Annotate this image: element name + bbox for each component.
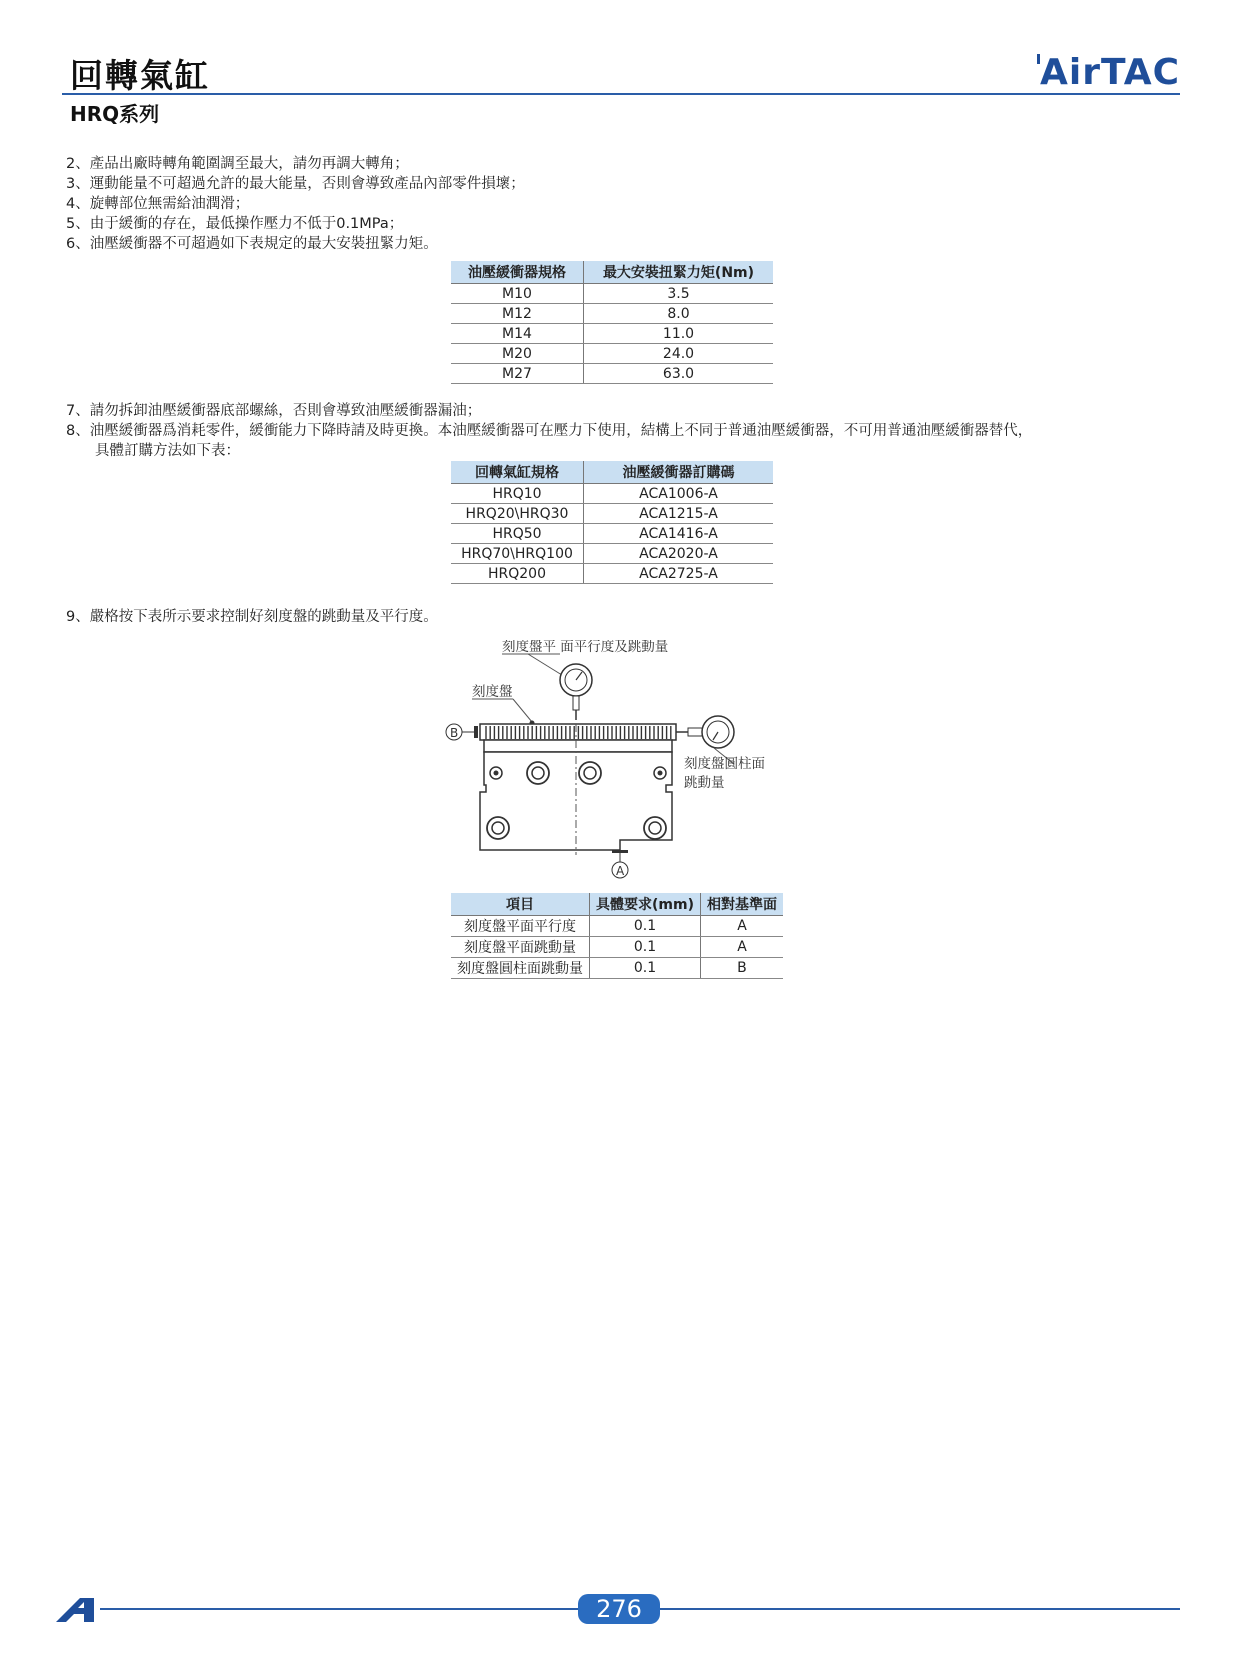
measurement-diagram — [440, 640, 790, 880]
table-row — [451, 524, 773, 544]
column-header: 相對基準面 — [700, 893, 783, 916]
table-header-row — [451, 261, 773, 284]
table-cell: ACA2020-A — [584, 544, 774, 564]
table-cell: HRQ20\HRQ30 — [451, 504, 584, 524]
note-item: 9、嚴格按下表所示要求控制好刻度盤的跳動量及平行度。 — [66, 609, 438, 625]
table-header-row — [451, 893, 783, 916]
label-cylinder-runout-1: 刻度盤圓柱面 — [684, 756, 765, 772]
column-header: 具體要求(mm) — [590, 893, 701, 916]
table-cell: 刻度盤平面平行度 — [451, 916, 590, 937]
column-header: 油壓緩衝器訂購碼 — [584, 461, 774, 484]
table-cell: M10 — [451, 284, 584, 304]
order-code-table — [451, 461, 773, 584]
table-cell: 0.1 — [590, 937, 701, 958]
note-item: 8、油壓緩衝器爲消耗零件，緩衝能力下降時請及時更換。本油壓緩衝器可在壓力下使用，結構上不同于普通油壓緩衝器，不可用普通油壓緩衝器替代， — [66, 423, 1033, 439]
label-cylinder-runout-2: 跳動量 — [684, 775, 725, 791]
table-row — [451, 544, 773, 564]
column-header: 最大安裝扭緊力矩(Nm) — [584, 261, 774, 284]
table-row — [451, 564, 773, 584]
notes-section-a — [66, 154, 525, 254]
table-row — [451, 504, 773, 524]
series-subtitle: HRQ系列 — [70, 102, 160, 126]
cylinder-body — [480, 724, 672, 855]
page-title: 回轉氣缸 — [70, 56, 210, 95]
note-item: 4、旋轉部位無需給油潤滑； — [66, 196, 250, 212]
dial-indicator-side-icon — [676, 716, 734, 748]
table-cell: HRQ50 — [451, 524, 584, 544]
table-cell: ACA1215-A — [584, 504, 774, 524]
notes-section-c — [66, 607, 438, 627]
column-header: 項目 — [451, 893, 590, 916]
table-row — [451, 958, 783, 979]
tolerance-table — [451, 893, 783, 979]
table-cell: M12 — [451, 304, 584, 324]
table-row — [451, 916, 783, 937]
table-row — [451, 324, 773, 344]
table-cell: M27 — [451, 364, 584, 384]
note-item: 6、油壓緩衝器不可超過如下表規定的最大安裝扭緊力矩。 — [66, 236, 438, 252]
note-item: 具體訂購方法如下表： — [66, 443, 240, 459]
table-cell: HRQ10 — [451, 484, 584, 504]
table-cell: M14 — [451, 324, 584, 344]
table-cell: M20 — [451, 344, 584, 364]
table-cell: ACA1006-A — [584, 484, 774, 504]
table-cell: 3.5 — [584, 284, 774, 304]
label-dial: 刻度盤 — [472, 684, 513, 700]
table-cell: ACA2725-A — [584, 564, 774, 584]
table-row — [451, 284, 773, 304]
table-row — [451, 937, 783, 958]
table-cell: 11.0 — [584, 324, 774, 344]
table-row — [451, 344, 773, 364]
datum-b-label: B — [450, 726, 459, 740]
table-row — [451, 484, 773, 504]
table-cell: ACA1416-A — [584, 524, 774, 544]
table-cell: 刻度盤平面跳動量 — [451, 937, 590, 958]
datum-a-marker — [612, 850, 628, 878]
table-cell: B — [700, 958, 783, 979]
datum-a-label: A — [616, 864, 625, 878]
table-row — [451, 304, 773, 324]
table-header-row — [451, 461, 773, 484]
note-item: 5、由于緩衝的存在，最低操作壓力不低于0.1MPa； — [66, 216, 404, 232]
table-cell: HRQ70\HRQ100 — [451, 544, 584, 564]
column-header: 油壓緩衝器規格 — [451, 261, 584, 284]
table-cell: A — [700, 916, 783, 937]
table-cell: 8.0 — [584, 304, 774, 324]
table-cell: A — [700, 937, 783, 958]
page-number: 276 — [578, 1594, 660, 1624]
note-item: 2、產品出廠時轉角範圍調至最大，請勿再調大轉角； — [66, 156, 409, 172]
table-cell: 0.1 — [590, 958, 701, 979]
column-header: 回轉氣缸規格 — [451, 461, 584, 484]
table-row — [451, 364, 773, 384]
table-cell: 63.0 — [584, 364, 774, 384]
dial-indicator-top-icon — [560, 664, 592, 720]
notes-section-b — [66, 401, 1032, 461]
torque-table — [451, 261, 773, 384]
note-item: 3、運動能量不可超過允許的最大能量，否則會導致產品內部零件損壞； — [66, 176, 525, 192]
datum-b-marker — [446, 724, 478, 740]
brand-logo: AirTAC — [1040, 52, 1180, 93]
table-cell: 24.0 — [584, 344, 774, 364]
label-flatness-runout: 刻度盤平 面平行度及跳動量 — [502, 640, 669, 655]
table-cell: HRQ200 — [451, 564, 584, 584]
footer-brand-icon — [54, 1596, 104, 1624]
table-cell: 刻度盤圓柱面跳動量 — [451, 958, 590, 979]
note-item: 7、請勿拆卸油壓緩衝器底部螺絲，否則會導致油壓緩衝器漏油； — [66, 403, 482, 419]
table-cell: 0.1 — [590, 916, 701, 937]
header-rule — [62, 93, 1180, 95]
leader-line — [513, 699, 532, 722]
